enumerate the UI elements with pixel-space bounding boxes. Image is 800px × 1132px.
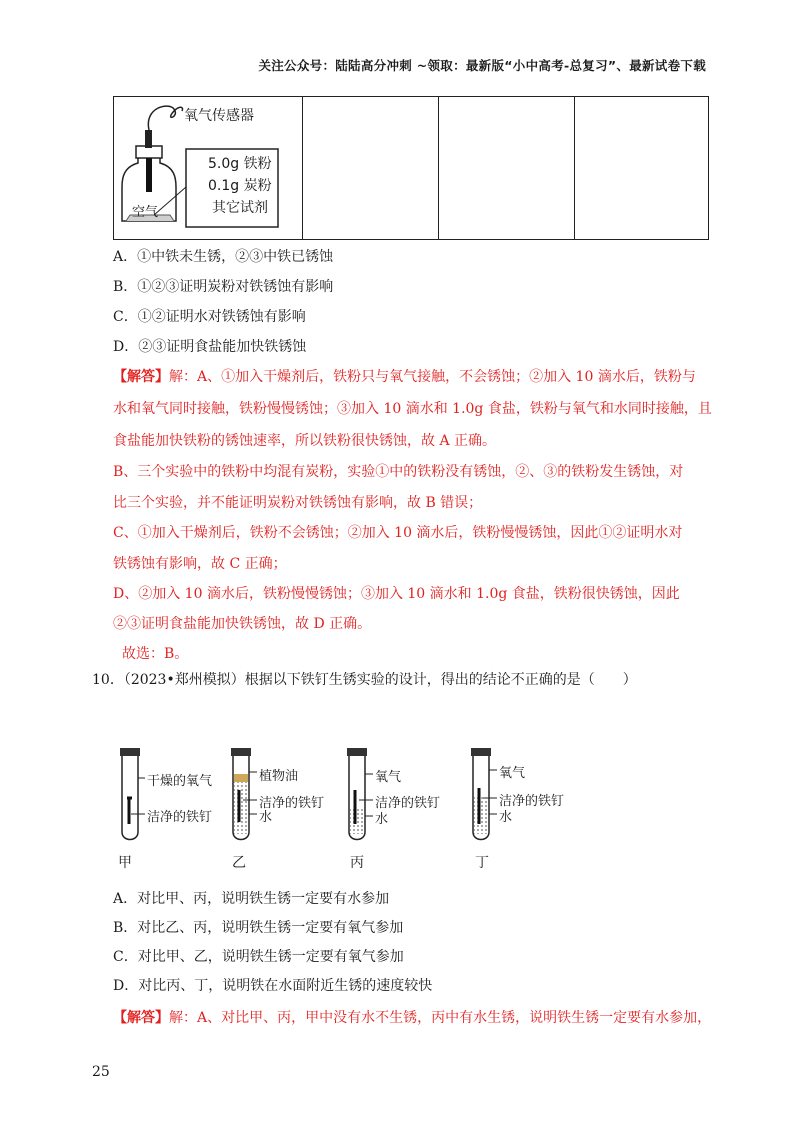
tube-label: 洁净的铁钉 <box>147 810 213 825</box>
tube-caption: 丙 <box>350 855 364 871</box>
page-number: 25 <box>92 1064 110 1080</box>
reagent-line: 其它试剂 <box>212 200 268 216</box>
q10-option-b: B．对比乙、丙，说明铁生锈一定要有氧气参加 <box>113 920 404 936</box>
q9-option-a: A．①中铁未生锈，②③中铁已锈蚀 <box>113 249 334 265</box>
tube-bing <box>347 748 373 840</box>
q9-answer-line: 比三个实验，并不能证明炭粉对铁锈蚀有影响，故 B 错误； <box>113 495 483 511</box>
q9-answer-line: B、三个实验中的铁粉中均混有炭粉，实验①中的铁粉没有锈蚀，②、③的铁粉发生锈蚀，对 <box>113 464 684 480</box>
reagent-line: 0.1g 炭粉 <box>208 178 272 194</box>
q10-option-c: C．对比甲、乙，说明铁生锈一定要有氧气参加 <box>113 949 404 965</box>
tube-caption: 甲 <box>118 855 132 871</box>
q9-answer-line: C、①加入干燥剂后，铁粉不会锈蚀；②加入 10 滴水后，铁粉慢慢锈蚀，因此①②证明水对 <box>113 525 683 541</box>
air-label: 空气 <box>132 205 159 220</box>
tube-label: 洁净的铁钉 <box>375 796 441 811</box>
tube-label: 干燥的氧气 <box>147 774 213 789</box>
table-cell-figure <box>114 97 302 239</box>
q10-stem: 10．（2023•郑州模拟）根据以下铁钉生锈实验的设计，得出的结论不正确的是（ ） <box>92 672 637 688</box>
tube-label: 植物油 <box>259 769 299 784</box>
tube-label: 氧气 <box>375 770 402 785</box>
tube-label: 水 <box>499 810 513 825</box>
q9-answer-line-1 <box>113 366 696 386</box>
tube-caption: 乙 <box>232 855 246 871</box>
table-cell <box>574 97 708 239</box>
page-header: 关注公众号：陆陆高分冲刺 ~领取：最新版“小中高考-总复习”、最新试卷下载 <box>258 58 706 73</box>
tube-label: 水 <box>375 812 389 827</box>
q9-answer-line: ②③证明食盐能加快铁锈蚀，故 D 正确。 <box>113 616 372 632</box>
experiment-table <box>113 96 709 240</box>
q9-answer-line: 食盐能加快铁粉的锈蚀速率，所以铁粉很快锈蚀，故 A 正确。 <box>113 433 497 449</box>
tube-label: 氧气 <box>499 766 526 781</box>
q9-answer-line: 故选：B。 <box>122 646 189 662</box>
q10-answer-line <box>113 1007 711 1027</box>
q10-option-d: D．对比丙、丁，说明铁在水面附近生锈的速度较快 <box>113 978 433 994</box>
q10-option-a: A．对比甲、丙，说明铁生锈一定要有水参加 <box>113 891 390 907</box>
reagent-line: 5.0g 铁粉 <box>208 156 272 172</box>
q9-option-b: B．①②③证明炭粉对铁锈蚀有影响 <box>113 279 334 295</box>
tube-caption: 丁 <box>475 855 489 871</box>
tube-label: 洁净的铁钉 <box>259 796 325 811</box>
q9-answer-line: 铁锈蚀有影响，故 C 正确； <box>113 556 287 572</box>
tube-jia <box>120 748 145 840</box>
q9-answer-line: D、②加入 10 滴水后，铁粉慢慢锈蚀；③加入 10 滴水和 1.0g 食盐，铁粉很快锈蚀，因此 <box>113 586 680 602</box>
q9-answer-line: 水和氧气同时接触，铁粉慢慢锈蚀；③加入 10 滴水和 1.0g 食盐，铁粉与氧气和水同时接触，且 <box>113 401 712 417</box>
tube-yi <box>231 748 257 840</box>
q9-option-c: C．①②证明水对铁锈蚀有影响 <box>113 309 306 325</box>
table-cell <box>438 97 574 239</box>
answer-text: 解：A、①加入干燥剂后，铁粉只与氧气接触，不会锈蚀；②加入 10 滴水后，铁粉与 <box>169 369 696 385</box>
tube-ding <box>471 748 497 840</box>
answer-tag: 【解答】 <box>113 369 169 385</box>
answer-tag: 【解答】 <box>113 1010 169 1026</box>
table-cell <box>302 97 438 239</box>
tube-label: 水 <box>259 810 273 825</box>
q9-option-d: D．②③证明食盐能加快铁锈蚀 <box>113 339 307 355</box>
answer-text: 解：A、对比甲、丙，甲中没有水不生锈，丙中有水生锈，说明铁生锈一定要有水参加， <box>169 1010 712 1026</box>
sensor-label: 氧气传感器 <box>184 108 254 124</box>
tube-label: 洁净的铁钉 <box>499 794 565 809</box>
